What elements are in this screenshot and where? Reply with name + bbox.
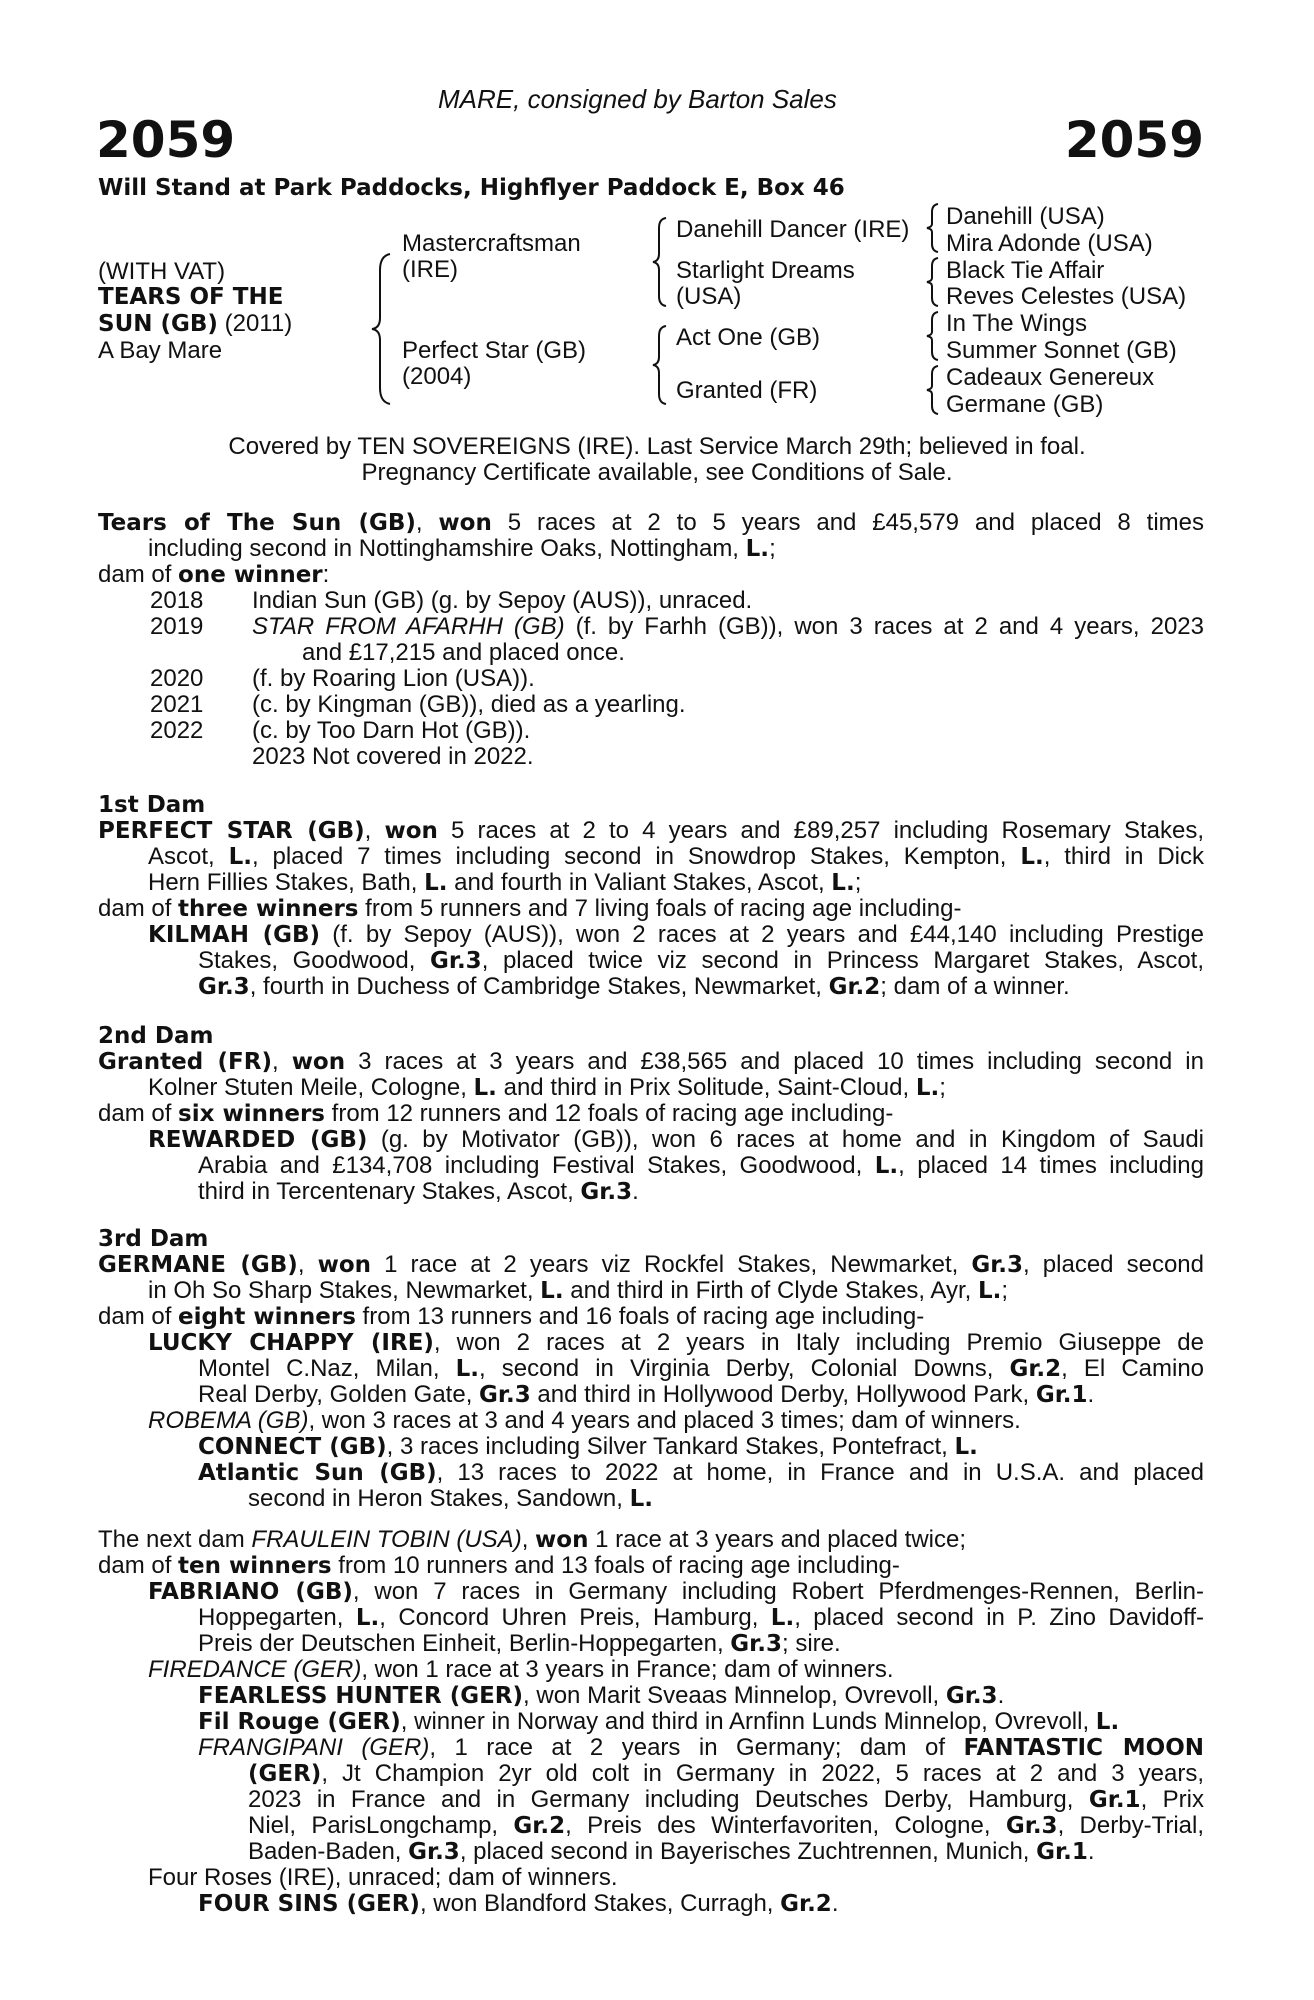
- kilmah-text: , placed twice viz second in Princess Margaret Stakes, Ascot,: [481, 947, 1205, 974]
- mare-line2: including second in Nottinghamshire Oaks, Nottingham,: [148, 535, 746, 562]
- mare-line1: 5 races at 2 to 5 years and £45,579 and placed 8 times: [491, 509, 1204, 536]
- progeny-text: (c. by Kingman (GB)), died as a yearling.: [252, 691, 686, 718]
- atlantic-sun-text: , 13 races to 2022 at home, in France and in U.S.A. and placed: [436, 1459, 1204, 1486]
- kilmah-text: (f. by Sepoy (AUS)), won 2 races at 2 years and £44,140 including Prestige: [320, 921, 1204, 948]
- progeny-year: 2020: [150, 665, 204, 692]
- grade: L.: [874, 1153, 899, 1179]
- robema-name: ROBEMA (GB): [148, 1407, 309, 1434]
- lucky-chappy-name: LUCKY CHAPPY (IRE): [148, 1330, 434, 1356]
- kilmah-text: ; dam of a winner.: [880, 973, 1070, 1000]
- fabriano-text: Hoppegarten,: [198, 1604, 356, 1631]
- grade: L.: [978, 1278, 1002, 1304]
- dam3-text: in Oh So Sharp Stakes, Newmarket,: [148, 1277, 541, 1304]
- fabriano-text: Preis der Deutschen Einheit, Berlin-Hoppegarten,: [198, 1630, 731, 1657]
- fabriano-text: , won 7 races in Germany including Robert Pferdmenges-Rennen, Berlin-: [352, 1578, 1204, 1605]
- sire-country: (IRE): [402, 256, 458, 283]
- sire-dam-country: (USA): [676, 283, 742, 310]
- mare-line2-grade: L.: [745, 536, 770, 562]
- rewarded-text: .: [632, 1178, 639, 1205]
- four-sins-text: .: [831, 1890, 839, 1917]
- fantastic-moon-text: .: [1087, 1838, 1095, 1865]
- dam1-name: PERFECT STAR (GB): [98, 818, 365, 844]
- connect-name: CONNECT (GB): [198, 1434, 387, 1460]
- dam2-line1: 3 races at 3 years and £38,565 and placed 10 times including second in: [345, 1048, 1204, 1075]
- four-roses-text: Four Roses (IRE), unraced; dam of winners.: [148, 1864, 618, 1891]
- dam-year: (2004): [402, 363, 472, 390]
- dam-sire: Act One (GB): [676, 324, 821, 351]
- progeny-text: (c. by Too Darn Hot (GB)).: [252, 717, 531, 744]
- fantastic-moon-text: , Prix: [1140, 1786, 1204, 1813]
- nextdam-won: won: [535, 1527, 589, 1553]
- mare-damof-end: :: [322, 561, 330, 588]
- fantastic-moon-text: , placed second in Bayerisches Zuchtrennen, Munich,: [459, 1838, 1037, 1865]
- fil-rouge-text: , winner in Norway and third in Arnfinn Lunds Minnelop, Ovrevoll,: [400, 1708, 1096, 1735]
- kilmah-text: Stakes, Goodwood,: [198, 947, 430, 974]
- dam1-damof: dam of: [98, 895, 179, 922]
- fabriano-text: ; sire.: [781, 1630, 841, 1657]
- fantastic-moon-text: Baden-Baden,: [248, 1838, 409, 1865]
- dam3-section: 3rd Dam GERMANE (GB), won 1 race at 2 years viz Rockfel Stakes, Newmarket, Gr.3, placed second in Oh So Sharp Stakes, Newmarket, L. and third in Firth of Clyde Stakes, Ayr, L.; dam of eight winners from 13 runners and 16 foals of racing age including- LUCKY CHAPPY (IRE), won 2 races at 2 years in Italy including Premio Giuseppe de Montel C.Naz, Milan, L., second in Virginia Derby, Colonial Downs, Gr.2, El Camino Real Derby, Golden Gate, Gr.3 and third in Hollywood Derby, Hollywood Park, Gr.1. ROBEMA (GB), won 3 races at 3 and 4 years and placed 3 times; dam of winners. CONNECT (GB), 3 races including Silver Tankard Stakes, Pontefract, L. Atlantic Sun (GB), 13 races to 2022 at home, in France and in U.S.A. and placed second in Heron Stakes, Sandown, L.: [98, 1226, 1205, 1512]
- robema-text: , won 3 races at 3 and 4 years and placed 3 times; dam of winners.: [308, 1407, 1021, 1434]
- pedigree-brace-dam: [650, 324, 670, 406]
- connect-text: , 3 races including Silver Tankard Stakes, Pontefract,: [386, 1433, 955, 1460]
- fantastic-moon-name: FANTASTIC MOON: [963, 1735, 1205, 1761]
- grade: L.: [540, 1278, 564, 1304]
- fabriano-text: , placed second in P. Zino Davidoff-: [794, 1604, 1205, 1631]
- dam2-name: Granted (FR): [98, 1049, 272, 1075]
- mare-line2-end: ;: [769, 535, 776, 562]
- rewarded-text: Arabia and £134,708 including Festival Stakes, Goodwood,: [198, 1152, 875, 1179]
- grade: L.: [770, 1605, 795, 1631]
- lucky-chappy-text: Montel C.Naz, Milan,: [198, 1355, 456, 1382]
- sire-dam: Starlight Dreams: [676, 257, 855, 284]
- rewarded-text: third in Tercentenary Stakes, Ascot,: [198, 1178, 581, 1205]
- pedigree-brace-dd: [924, 364, 942, 416]
- grade: L.: [473, 1075, 497, 1101]
- progeny-text: (f. by Roaring Lion (USA)).: [252, 665, 535, 692]
- rewarded-name: REWARDED (GB): [148, 1127, 368, 1153]
- sire-dam-sire: Black Tie Affair: [946, 257, 1105, 284]
- dam1-text: , third in Dick: [1043, 843, 1205, 870]
- nextdam-damof-rest: from 10 runners and 13 foals of racing age including-: [331, 1552, 900, 1579]
- dam2-damof: dam of: [98, 1100, 179, 1127]
- grade: L.: [455, 1356, 480, 1382]
- dam3-text: 1 race at 2 years viz Rockfel Stakes, Newmarket,: [371, 1251, 972, 1278]
- four-sins-text: , won Blandford Stakes, Curragh,: [419, 1890, 781, 1917]
- dam1-text: Ascot,: [148, 843, 229, 870]
- firedance-name: FIREDANCE (GER): [148, 1656, 362, 1683]
- covered-line2: Pregnancy Certificate available, see Conditions of Sale.: [361, 459, 953, 486]
- lucky-chappy-text: , second in Virginia Derby, Colonial Downs,: [479, 1355, 1010, 1382]
- dam3-won: won: [317, 1252, 372, 1278]
- grade: Gr.3: [971, 1252, 1024, 1278]
- progeny-year: 2019: [150, 613, 204, 640]
- fearless-hunter-text: .: [997, 1682, 1005, 1709]
- stand-location: Will Stand at Park Paddocks, Highflyer Paddock E, Box 46: [98, 175, 845, 201]
- kilmah-text: , fourth in Duchess of Cambridge Stakes, Newmarket,: [249, 973, 829, 1000]
- frangipani-name: FRANGIPANI (GER): [198, 1734, 430, 1761]
- consigned-by: MARE, consigned by Barton Sales: [438, 84, 837, 114]
- grade: L.: [1095, 1709, 1120, 1735]
- grade: Gr.3: [408, 1839, 460, 1865]
- horse-year: (2011): [217, 310, 293, 337]
- sire-dam-dam: Reves Celestes (USA): [946, 283, 1187, 310]
- horse-description: A Bay Mare: [98, 337, 223, 364]
- fil-rouge-name: Fil Rouge (GER): [198, 1709, 401, 1735]
- grade: Gr.1: [1036, 1839, 1088, 1865]
- sire-sire-sire: Danehill (USA): [946, 203, 1105, 230]
- grade: L.: [424, 870, 448, 896]
- grade: L.: [355, 1605, 380, 1631]
- grade: L.: [954, 1434, 978, 1460]
- lucky-chappy-text: .: [1087, 1381, 1095, 1408]
- grade: Gr.1: [1088, 1787, 1141, 1813]
- mare-won: won: [438, 510, 492, 536]
- dam2-heading: 2nd Dam: [98, 1023, 214, 1049]
- nextdam-text: ,: [521, 1526, 536, 1553]
- mare-name: Tears of The Sun (GB): [98, 510, 416, 536]
- nextdam-winners: ten winners: [178, 1553, 332, 1579]
- lucky-chappy-text: Real Derby, Golden Gate,: [198, 1381, 480, 1408]
- progeny-year: 2018: [150, 587, 204, 614]
- dam2-won: won: [291, 1049, 346, 1075]
- dam1-text: and fourth in Valiant Stakes, Ascot,: [447, 869, 832, 896]
- pedigree-brace-ss: [924, 202, 942, 254]
- dam2-winners: six winners: [178, 1101, 325, 1127]
- lucky-chappy-text: and third in Hollywood Derby, Hollywood Park,: [530, 1381, 1036, 1408]
- horse-name-line1: TEARS OF THE: [98, 284, 284, 310]
- dam2-damof-rest: from 12 runners and 12 foals of racing age including-: [324, 1100, 894, 1127]
- grade: L.: [1020, 844, 1044, 870]
- progeny-year: 2022: [150, 717, 204, 744]
- dam-sire-sire: In The Wings: [946, 310, 1087, 337]
- pedigree-brace-sire: [650, 216, 670, 308]
- dam1-text: ;: [854, 869, 862, 896]
- pedigree-brace-sd: [924, 256, 942, 308]
- rewarded-text: (g. by Motivator (GB)), won 6 races at home and in Kingdom of Saudi: [367, 1126, 1204, 1153]
- dam-dam-sire: Cadeaux Genereux: [946, 364, 1155, 391]
- fantastic-moon-country: (GER): [248, 1761, 322, 1787]
- grade: L.: [831, 870, 855, 896]
- dam3-text: , placed second: [1023, 1251, 1204, 1278]
- fantastic-moon-text: , Preis des Winterfavoriten, Cologne,: [565, 1812, 1006, 1839]
- dam3-name: GERMANE (GB): [98, 1252, 298, 1278]
- dam3-heading: 3rd Dam: [98, 1226, 209, 1252]
- pedigree-brace-main: [368, 252, 398, 406]
- sire-sire-dam: Mira Adonde (USA): [946, 230, 1153, 257]
- lot-number-right: 2059: [1064, 111, 1204, 169]
- dam3-text: ;: [1001, 1277, 1009, 1304]
- grade: Gr.3: [479, 1382, 531, 1408]
- next-dam-section: [98, 1527, 1204, 1917]
- dam-dam-dam: Germane (GB): [946, 391, 1104, 418]
- fantastic-moon-text: , Jt Champion 2yr old colt in Germany in 2022, 5 races at 2 and 3 years,: [321, 1760, 1204, 1787]
- dam2-section: 2nd Dam Granted (FR), won 3 races at 3 years and £38,565 and placed 10 times including second in Kolner Stuten Meile, Cologne, L. and third in Prix Solitude, Saint-Cloud, L.; dam of six winners from 12 runners and 12 foals of racing age including- REWARDED (GB) (g. by Motivator (GB)), won 6 races at home and in Kingdom of Saudi Arabia and £134,708 including Festival Stakes, Goodwood, L., placed 14 times including third in Tercentenary Stakes, Ascot, Gr.3.: [98, 1023, 1204, 1205]
- grade: Gr.3: [430, 948, 482, 974]
- grade: Gr.2: [780, 1891, 832, 1917]
- atlantic-sun-name: Atlantic Sun (GB): [198, 1460, 437, 1486]
- kilmah-name: KILMAH (GB): [148, 922, 321, 948]
- dam1-text: Hern Fillies Stakes, Bath,: [148, 869, 425, 896]
- dam1-heading: 1st Dam: [98, 792, 206, 818]
- dam1-section: 1st Dam PERFECT STAR (GB), won 5 races at 2 to 4 years and £89,257 including Rosemary Stakes, Ascot, L., placed 7 times including second in Snowdrop Stakes, Kempton, L., third in Dick Hern Fillies Stakes, Bath, L. and fourth in Valiant Stakes, Ascot, L.; dam of three winners from 5 runners and 7 living foals of racing age including- KILMAH (GB) (f. by Sepoy (AUS)), won 2 races at 2 years and £44,140 including Prestige Stakes, Goodwood, Gr.3, placed twice viz second in Princess Margaret Stakes, Ascot, Gr.3, fourth in Duchess of Cambridge Stakes, Newmarket, Gr.2; dam of a winner.: [98, 792, 1205, 1000]
- progeny-text: and £17,215 and placed once.: [302, 639, 625, 666]
- nextdam-damof: dam of: [98, 1552, 179, 1579]
- rewarded-text: , placed 14 times including: [898, 1152, 1204, 1179]
- atlantic-sun-text: second in Heron Stakes, Sandown,: [248, 1485, 630, 1512]
- grade: Gr.2: [513, 1813, 566, 1839]
- progeny-text: (f. by Farhh (GB)), won 3 races at 2 and 4 years, 2023: [564, 613, 1204, 640]
- grade: L.: [629, 1486, 653, 1512]
- dam1-line1: 5 races at 2 to 4 years and £89,257 including Rosemary Stakes,: [437, 817, 1204, 844]
- fantastic-moon-text: , Derby-Trial,: [1057, 1812, 1204, 1839]
- lucky-chappy-text: , El Camino: [1061, 1355, 1205, 1382]
- dam3-damof: dam of: [98, 1303, 179, 1330]
- grade: L.: [915, 1075, 940, 1101]
- fearless-hunter-name: FEARLESS HUNTER (GER): [198, 1683, 524, 1709]
- dam1-damof-rest: from 5 runners and 7 living foals of racing age including-: [358, 895, 962, 922]
- sire-sire: Danehill Dancer (IRE): [676, 216, 910, 243]
- fantastic-moon-text: Niel, ParisLongchamp,: [248, 1812, 514, 1839]
- grade: Gr.3: [730, 1631, 782, 1657]
- progeny-italic-name: STAR FROM AFARHH (GB): [252, 613, 565, 640]
- grade: Gr.1: [1035, 1382, 1088, 1408]
- lucky-chappy-text: , won 2 races at 2 years in Italy including Premio Giuseppe de: [433, 1329, 1204, 1356]
- dam1-winners: three winners: [178, 896, 359, 922]
- dam3-damof-rest: from 13 runners and 16 foals of racing age including-: [355, 1303, 925, 1330]
- dam2-text: and third in Prix Solitude, Saint-Cloud,: [496, 1074, 916, 1101]
- vat-note: (WITH VAT): [98, 258, 226, 285]
- covered-line1: Covered by TEN SOVEREIGNS (IRE). Last Service March 29th; believed in foal.: [228, 433, 1086, 460]
- firedance-text: , won 1 race at 3 years in France; dam of winners.: [361, 1656, 894, 1683]
- mare-record: Tears of The Sun (GB), won 5 races at 2 to 5 years and £45,579 and placed 8 times including second in Nottinghamshire Oaks, Nottingham, L.; dam of one winner:: [98, 509, 1204, 588]
- grade: Gr.2: [828, 974, 881, 1000]
- grade: Gr.3: [198, 974, 250, 1000]
- four-sins-name: FOUR SINS (GER): [198, 1891, 420, 1917]
- mare-damof-pre: dam of: [98, 561, 179, 588]
- dam2-text: ;: [939, 1074, 946, 1101]
- fabriano-text: , Concord Uhren Preis, Hamburg,: [379, 1604, 771, 1631]
- progeny-text: 2023 Not covered in 2022.: [252, 743, 534, 770]
- dam1-won: won: [384, 818, 438, 844]
- dam3-text: and third in Firth of Clyde Stakes, Ayr,: [563, 1277, 978, 1304]
- nextdam-text: 1 race at 3 years and placed twice;: [588, 1526, 967, 1553]
- sire: Mastercraftsman: [402, 230, 581, 257]
- dam: Perfect Star (GB): [402, 337, 587, 364]
- frangipani-text: , 1 race at 2 years in Germany; dam of: [429, 1734, 964, 1761]
- grade: Gr.2: [1009, 1356, 1062, 1382]
- progeny-text: Indian Sun (GB) (g. by Sepoy (AUS)), unraced.: [252, 587, 753, 614]
- fearless-hunter-text: , won Marit Sveaas Minnelop, Ovrevoll,: [523, 1682, 946, 1709]
- horse-name-line2: SUN (GB): [98, 311, 218, 337]
- fraulein-tobin-name: FRAULEIN TOBIN (USA): [251, 1526, 522, 1553]
- mare-damof-bold: one winner: [178, 562, 323, 588]
- pedigree-brace-ds: [924, 310, 942, 362]
- nextdam-text: The next dam: [98, 1526, 252, 1553]
- grade: Gr.3: [945, 1683, 998, 1709]
- grade: Gr.3: [580, 1179, 633, 1205]
- grade: L.: [228, 844, 252, 870]
- progeny-year: 2021: [150, 691, 204, 718]
- covered-note: [0, 434, 1314, 486]
- dam1-text: , placed 7 times including second in Snowdrop Stakes, Kempton,: [251, 843, 1021, 870]
- grade: Gr.3: [1005, 1813, 1058, 1839]
- fantastic-moon-text: 2023 in France and in Germany including Deutsches Derby, Hamburg,: [248, 1786, 1089, 1813]
- fabriano-name: FABRIANO (GB): [148, 1579, 353, 1605]
- lot-number-left: 2059: [96, 111, 236, 169]
- dam3-winners: eight winners: [178, 1304, 356, 1330]
- dam-sire-dam: Summer Sonnet (GB): [946, 337, 1177, 364]
- dam2-text: Kolner Stuten Meile, Cologne,: [148, 1074, 474, 1101]
- dam-dam: Granted (FR): [676, 377, 818, 404]
